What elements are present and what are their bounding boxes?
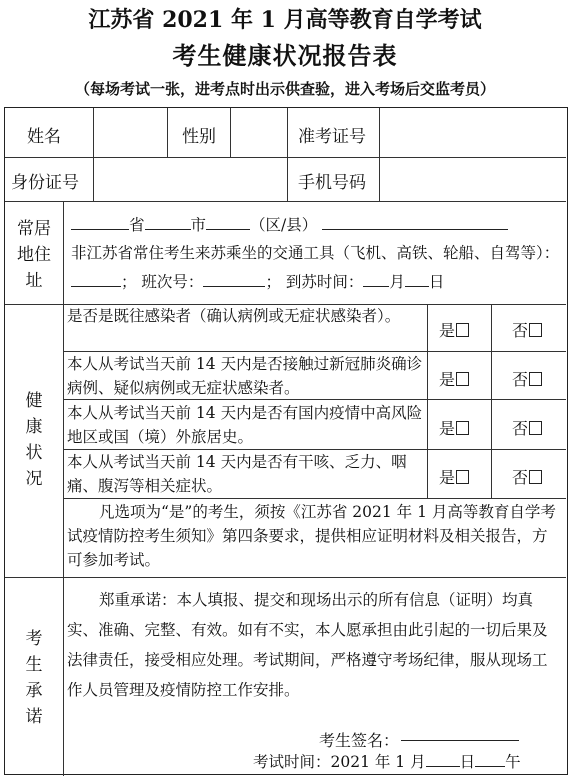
name-label: 姓名 [27, 127, 61, 147]
q4-yes-option[interactable]: 是 [439, 465, 469, 488]
q3-no-option[interactable]: 否 [512, 416, 542, 439]
form-title: 考生健康状况报告表 [172, 41, 398, 70]
promise-text: 郑重承诺：本人填报、提交和现场出示的所有信息（证明）均真实、准确、完整、有效。如有不实，本人愿承担由此引起的一切后果及法律责任，接受相应处理。考试期间，严格遵守考场纪律，服从现场工作人员管理及疫情防控工作安排。 [67, 591, 548, 699]
transport-details-line: ； 班次号： ； 到苏时间： 月 日 [71, 270, 561, 294]
q4-no-option[interactable]: 否 [512, 465, 542, 488]
q1-yes-option[interactable]: 是 [439, 318, 469, 341]
phone-label: 手机号码 [298, 173, 366, 193]
checkbox-icon [456, 421, 469, 435]
id-number-label: 身份证号 [11, 173, 79, 193]
health-report-form [4, 107, 568, 775]
checkbox-icon [529, 323, 542, 337]
health-question-1: 是否是既往感染者（确认病例或无症状感染者）。 [67, 307, 401, 325]
form-subtitle: （每场考试一张，进考点时出示供查验，进入考场后交监考员） [74, 80, 495, 98]
checkbox-icon [529, 421, 542, 435]
checkbox-icon [456, 323, 469, 337]
health-question-4: 本人从考试当天前 14 天内是否有干咳、乏力、咽痛、腹泻等相关症状。 [67, 453, 407, 495]
residence-address-line: 省 市 （区/县） [71, 213, 561, 237]
checkbox-icon [456, 470, 469, 484]
residence-section-label: 常居地住址 [17, 219, 51, 291]
promise-section-label: 考生承诺 [25, 629, 43, 727]
health-question-3: 本人从考试当天前 14 天内是否有国内疫情中高风险地区或国（境）外旅居史。 [67, 404, 423, 446]
q1-no-option[interactable]: 否 [512, 318, 542, 341]
exam-time-line: 考试时间：2021 年 1 月 日 午 [253, 750, 566, 774]
health-section-label: 健康状况 [25, 391, 43, 489]
transport-text: 非江苏省常住考生来苏乘坐的交通工具（飞机、高铁、轮船、自驾等）： [71, 244, 560, 262]
health-question-2: 本人从考试当天前 14 天内是否接触过新冠肺炎确诊病例、疑似病例或无症状感染者。 [67, 355, 423, 397]
admission-number-label: 准考证号 [298, 127, 366, 147]
signature-label: 考生签名： [319, 731, 400, 750]
q2-no-option[interactable]: 否 [512, 367, 542, 390]
title-line-1: 江苏省 2021 年 1 月高等教育自学考试 [88, 7, 482, 33]
health-note: 凡选项为“是”的考生，须按《江苏省 2021 年 1 月高等教育自学考试疫情防控考生须知》第四条要求，提供相应证明材料及相关报告，方可参加考试。 [67, 503, 556, 569]
checkbox-icon [456, 372, 469, 386]
q2-yes-option[interactable]: 是 [439, 367, 469, 390]
q3-yes-option[interactable]: 是 [439, 416, 469, 439]
checkbox-icon [529, 470, 542, 484]
checkbox-icon [529, 372, 542, 386]
gender-label: 性别 [182, 127, 216, 147]
signature-field[interactable] [401, 740, 519, 741]
